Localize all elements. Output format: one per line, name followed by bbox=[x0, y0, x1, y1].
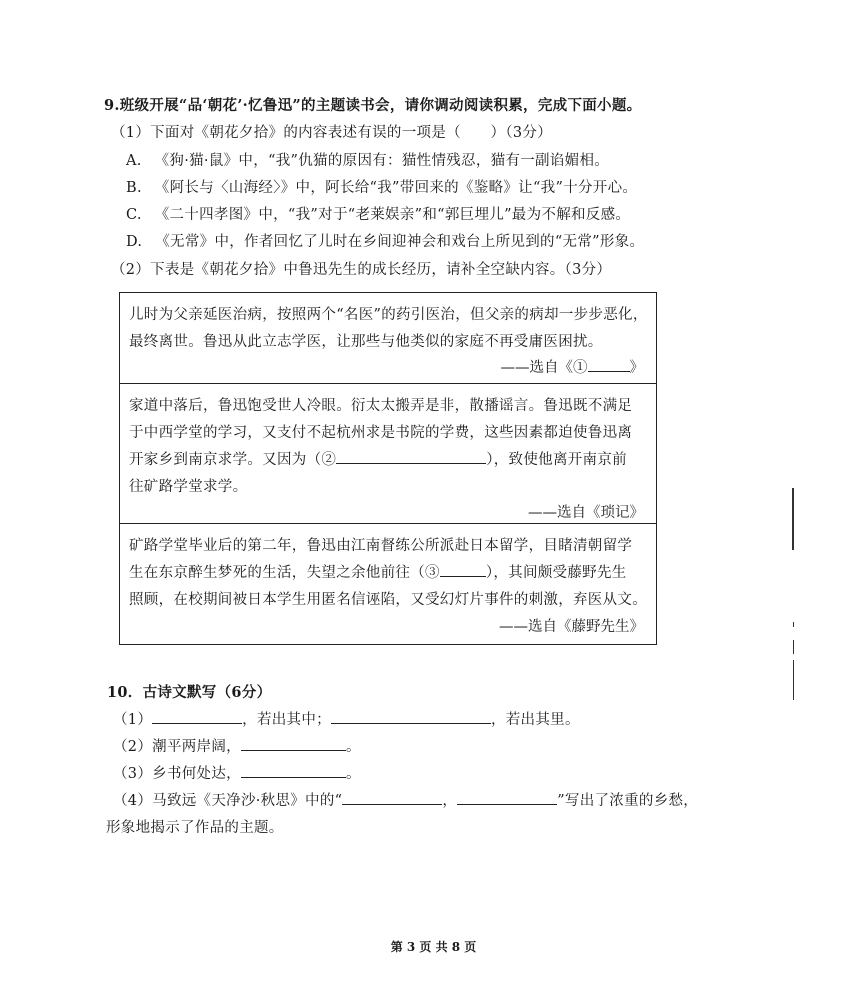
q9-sub1-stem: （1）下面对《朝花夕拾》的内容表述有误的一项是（ ）（3分） bbox=[111, 125, 552, 141]
option-letter: A. bbox=[126, 153, 142, 169]
poem-item-4 bbox=[113, 789, 698, 810]
scan-mark bbox=[793, 660, 794, 700]
poem-item-1 bbox=[113, 708, 580, 729]
poem-text: 乡书何处达， bbox=[152, 766, 241, 782]
row-text: 家道中落后，鲁迅饱受世人冷眼。衍太太搬弄是非，散播谣言。鲁迅既不满足 bbox=[129, 398, 633, 414]
poem-blank[interactable] bbox=[342, 790, 442, 805]
item-number: （2） bbox=[113, 739, 153, 755]
row-text-with-blank bbox=[129, 448, 627, 469]
option-letter: C. bbox=[126, 207, 142, 223]
scan-mark bbox=[793, 640, 794, 654]
poem-text: 。 bbox=[345, 739, 361, 755]
option-d bbox=[126, 230, 644, 251]
row-text-with-blank bbox=[129, 561, 627, 582]
row-text: ），其间颇受藤野先生 bbox=[485, 565, 627, 581]
scan-mark bbox=[793, 622, 794, 627]
poem-text: ， bbox=[442, 793, 458, 809]
source-suffix: 》 bbox=[629, 360, 644, 376]
poem-item-2 bbox=[113, 735, 361, 756]
poem-text: 。 bbox=[345, 766, 361, 782]
row-source: ——选自《藤野先生》 bbox=[499, 619, 644, 635]
answer-blank-3[interactable] bbox=[440, 562, 486, 577]
poem-blank[interactable] bbox=[457, 790, 557, 805]
option-a bbox=[126, 149, 609, 170]
poem-blank[interactable] bbox=[241, 763, 346, 778]
q9-stem: 9.班级开展“品‘朝花’·忆鲁迅”的主题读书会，请你调动阅读积累，完成下面小题。 bbox=[104, 97, 642, 114]
row-text: 儿时为父亲延医治病，按照两个“名医”的药引医治，但父亲的病却一步步恶化， bbox=[129, 307, 648, 323]
poem-text: 潮平两岸阔， bbox=[152, 739, 241, 755]
option-letter: D. bbox=[126, 234, 143, 250]
row-text: 生在东京醉生梦死的生活，失望之余他前往（③ bbox=[129, 565, 440, 581]
item-number: （1） bbox=[113, 712, 153, 728]
table-row bbox=[120, 523, 656, 644]
option-text: 《狗·猫·鼠》中，“我”仇猫的原因有：猫性情残忍，猫有一副谄媚相。 bbox=[154, 153, 610, 169]
option-text: 《阿长与〈山海经〉》中，阿长给“我”带回来的《鉴略》让“我”十分开心。 bbox=[154, 180, 638, 196]
source-prefix: ——选自《① bbox=[500, 360, 588, 376]
answer-blank-2[interactable] bbox=[336, 449, 486, 464]
growth-table bbox=[119, 292, 657, 645]
poem-text: ，若出其里。 bbox=[490, 712, 580, 728]
table-row bbox=[120, 383, 656, 523]
poem-item-4-continuation: 形象地揭示了作品的主题。 bbox=[106, 820, 284, 836]
row-source bbox=[501, 356, 645, 377]
option-text: 《二十四孝图》中，“我”对于“老莱娱亲”和“郭巨埋儿”最为不解和反感。 bbox=[154, 207, 631, 223]
option-text: 《无常》中，作者回忆了儿时在乡间迎神会和戏台上所见到的“无常”形象。 bbox=[155, 234, 645, 250]
row-text: 于中西学堂的学习，又支付不起杭州求是书院的学费，这些因素都迫使鲁迅离 bbox=[129, 425, 633, 441]
item-number: （4） bbox=[113, 793, 153, 809]
q9-sub2-stem: （2）下表是《朝花夕拾》中鲁迅先生的成长经历，请补全空缺内容。（3分） bbox=[111, 262, 612, 278]
poem-text: 马致远《天净沙·秋思》中的“ bbox=[152, 793, 343, 809]
row-text: 最终离世。鲁迅从此立志学医，让那些与他类似的家庭不再受庸医困扰。 bbox=[129, 334, 603, 350]
poem-blank[interactable] bbox=[331, 709, 491, 724]
answer-blank-1[interactable] bbox=[588, 357, 630, 372]
option-c bbox=[126, 203, 630, 224]
item-number: （3） bbox=[113, 766, 153, 782]
scan-mark bbox=[792, 488, 794, 550]
poem-blank[interactable] bbox=[241, 736, 346, 751]
row-text: 矿路学堂毕业后的第二年，鲁迅由江南督练公所派赴日本留学，目睹清朝留学 bbox=[129, 538, 633, 554]
poem-blank[interactable] bbox=[152, 709, 242, 724]
page-footer: 第 3 页 共 8 页 bbox=[390, 940, 477, 954]
row-text: ），致使他离开南京前 bbox=[486, 452, 627, 468]
row-source: ——选自《琐记》 bbox=[528, 505, 644, 521]
q10-stem: 10．古诗文默写（6分） bbox=[107, 684, 272, 701]
option-letter: B. bbox=[126, 180, 142, 196]
row-text: 开家乡到南京求学。又因为（② bbox=[129, 452, 337, 468]
option-b bbox=[126, 176, 637, 197]
poem-text: ”写出了浓重的乡愁， bbox=[557, 793, 699, 809]
table-row bbox=[120, 293, 656, 383]
row-text: 照顾，在校期间被日本学生用匿名信诬陷，又受幻灯片事件的刺激，弃医从文。 bbox=[129, 592, 647, 608]
poem-text: ，若出其中； bbox=[242, 712, 331, 728]
poem-item-3 bbox=[113, 762, 361, 783]
row-text: 往矿路学堂求学。 bbox=[129, 479, 248, 495]
